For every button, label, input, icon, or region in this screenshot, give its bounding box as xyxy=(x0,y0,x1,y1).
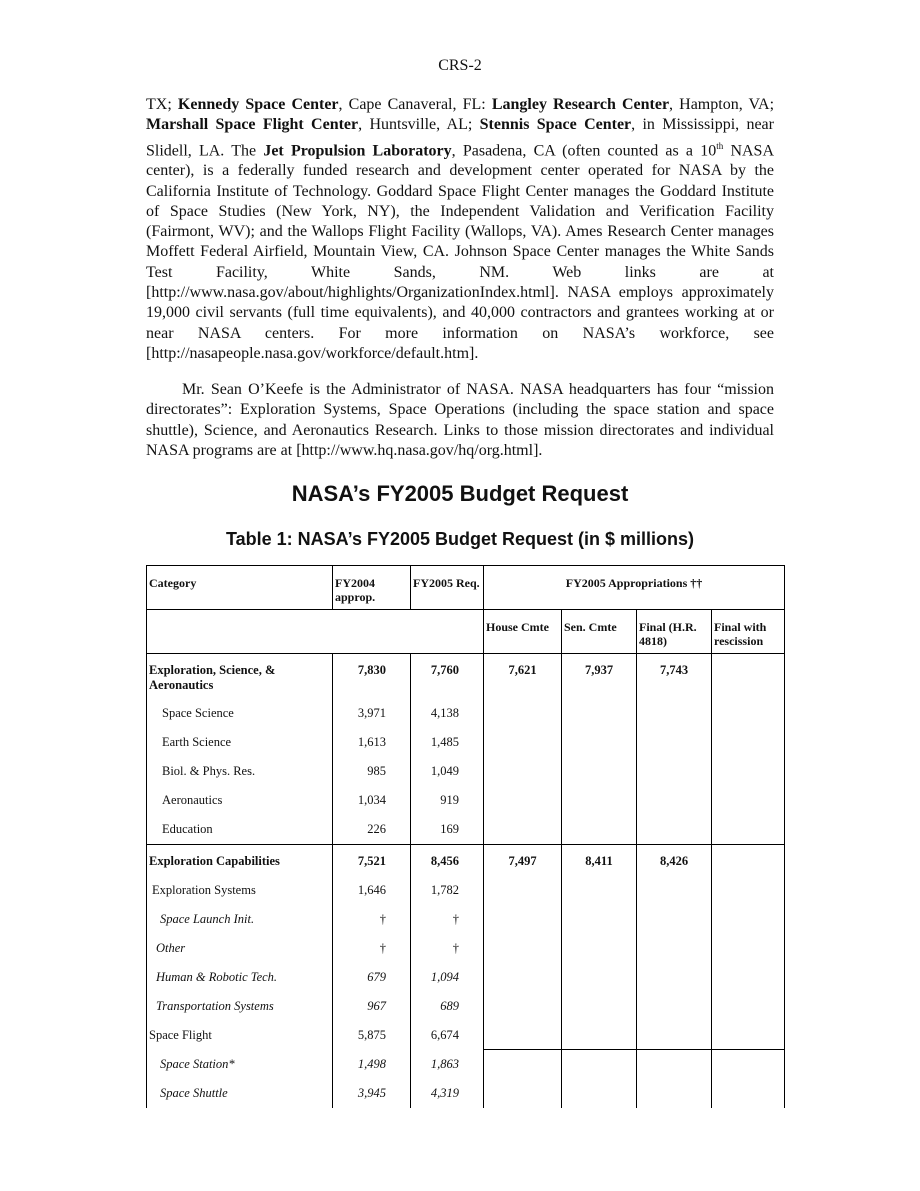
table-title: Table 1: NASA’s FY2005 Budget Request (in $ millions) xyxy=(225,529,695,549)
header-appropriations: FY2005 Appropriations †† xyxy=(484,566,785,610)
cell-senate: 7,937 xyxy=(562,654,637,700)
cell-fy2005: 919 xyxy=(411,787,484,816)
cell-fy2004: 7,830 xyxy=(333,654,411,700)
table-row xyxy=(147,1021,785,1050)
cell-final: 7,743 xyxy=(637,654,712,700)
row-label: Space Station* xyxy=(147,1050,333,1079)
cell-fy2004: 1,613 xyxy=(333,729,411,758)
body-paragraph-2 xyxy=(146,380,774,461)
header-category: Category xyxy=(147,566,333,610)
table-row xyxy=(147,905,785,934)
cell-fy2004: 967 xyxy=(333,992,411,1021)
table-row xyxy=(147,992,785,1021)
cell-fy2004: 1,498 xyxy=(333,1050,411,1079)
cell-fy2005: 4,138 xyxy=(411,700,484,729)
cell-fy2005: 1,863 xyxy=(411,1050,484,1079)
cell-fy2005: 1,782 xyxy=(411,876,484,905)
table-row xyxy=(147,934,785,963)
cell-rescission xyxy=(712,654,785,700)
cell-fy2004: 7,521 xyxy=(333,845,411,876)
budget-table xyxy=(146,565,784,1108)
cell-house: 7,621 xyxy=(484,654,562,700)
header-fy2005: FY2005 Req. xyxy=(411,566,484,610)
table-row xyxy=(147,654,785,700)
cell-fy2005: 6,674 xyxy=(411,1021,484,1050)
cell-rescission xyxy=(712,845,785,876)
section-title: NASA’s FY2005 Budget Request xyxy=(291,481,629,506)
row-label: Space Flight xyxy=(147,1021,333,1050)
row-label: Exploration, Science, & Aeronautics xyxy=(147,654,333,700)
row-label: Education xyxy=(147,816,333,845)
cell-fy2004: 985 xyxy=(333,758,411,787)
row-label: Other xyxy=(147,934,333,963)
table-row xyxy=(147,845,785,876)
cell-house: 7,497 xyxy=(484,845,562,876)
table-row xyxy=(147,876,785,905)
page-number: CRS-2 xyxy=(438,57,482,74)
cell-fy2005: 8,456 xyxy=(411,845,484,876)
cell-fy2004: 3,945 xyxy=(333,1079,411,1108)
row-label: Human & Robotic Tech. xyxy=(147,963,333,992)
table-row xyxy=(147,963,785,992)
cell-fy2004: † xyxy=(333,905,411,934)
row-label: Transportation Systems xyxy=(147,992,333,1021)
cell-senate: 8,411 xyxy=(562,845,637,876)
header-final: Final (H.R. 4818) xyxy=(637,610,712,654)
cell-fy2005: 1,049 xyxy=(411,758,484,787)
body-paragraph-1 xyxy=(146,95,774,364)
table-row xyxy=(147,1050,785,1079)
table-row xyxy=(147,816,785,845)
table-row xyxy=(147,729,785,758)
header-fy2004: FY2004 approp. xyxy=(333,566,411,610)
cell-fy2005: † xyxy=(411,905,484,934)
header-rescission: Final with rescission xyxy=(712,610,785,654)
paragraph-1-text: TX; Kennedy Space Center, Cape Canaveral, FL: Langley Research Center, Hampton, VA; Marshall Space Flight Center, Huntsville, AL; Stennis Space Center, in Mississippi, near Slidell, LA. The Jet Propulsion Laboratory, Pasadena, CA (often counted as a 10th NASA center), is a federally funded research and development center operated for NASA by the California Institute of Technology. Goddard Space Flight Center manages the Goddard Institute of Space Studies (New York, NY), the Independent Validation and Verification Facility (Fairmont, WV); and the Wallops Flight Facility (Wallops, VA). Ames Research Center manages Moffett Federal Airfield, Mountain View, CA. Johnson Space Center manages the White Sands Test Facility, White Sands, NM. Web links are at [http://www.nasa.gov/about/highlights/OrganizationIndex.html]. NASA employs approximately 19,000 civil servants (full time equivalents), and 40,000 contractors and grantees working at or near NASA centers. For more information on NASA’s workforce, see [http://nasapeople.nasa.gov/workforce/default.htm]. xyxy=(146,96,775,362)
cell-fy2005: 1,094 xyxy=(411,963,484,992)
header-house: House Cmte xyxy=(484,610,562,654)
row-label: Exploration Systems xyxy=(147,876,333,905)
cell-fy2004: 5,875 xyxy=(333,1021,411,1050)
paragraph-2-text: Mr. Sean O’Keefe is the Administrator of NASA. NASA headquarters has four “mission directorates”: Exploration Systems, Space Operations (including the space station and space shuttle), Science, and Aeronautics Research. Links to those mission directorates and individual NASA programs are at [http://www.hq.nasa.gov/hq/org.html]. xyxy=(146,381,774,459)
cell-fy2005: 1,485 xyxy=(411,729,484,758)
row-label: Earth Science xyxy=(147,729,333,758)
cell-fy2004: 679 xyxy=(333,963,411,992)
header-blank xyxy=(147,610,484,654)
table-row xyxy=(147,1079,785,1108)
row-label: Aeronautics xyxy=(147,787,333,816)
cell-fy2004: 3,971 xyxy=(333,700,411,729)
header-senate: Sen. Cmte xyxy=(562,610,637,654)
row-label: Biol. & Phys. Res. xyxy=(147,758,333,787)
cell-fy2005: 7,760 xyxy=(411,654,484,700)
row-label: Space Launch Init. xyxy=(147,905,333,934)
cell-fy2004: † xyxy=(333,934,411,963)
cell-fy2005: 689 xyxy=(411,992,484,1021)
table-row xyxy=(147,787,785,816)
cell-final: 8,426 xyxy=(637,845,712,876)
cell-fy2005: 169 xyxy=(411,816,484,845)
cell-fy2005: † xyxy=(411,934,484,963)
cell-fy2004: 1,034 xyxy=(333,787,411,816)
cell-fy2005: 4,319 xyxy=(411,1079,484,1108)
row-label: Space Science xyxy=(147,700,333,729)
cell-fy2004: 226 xyxy=(333,816,411,845)
row-label: Exploration Capabilities xyxy=(147,845,333,876)
row-label: Space Shuttle xyxy=(147,1079,333,1108)
table-row xyxy=(147,758,785,787)
table-row xyxy=(147,700,785,729)
cell-fy2004: 1,646 xyxy=(333,876,411,905)
